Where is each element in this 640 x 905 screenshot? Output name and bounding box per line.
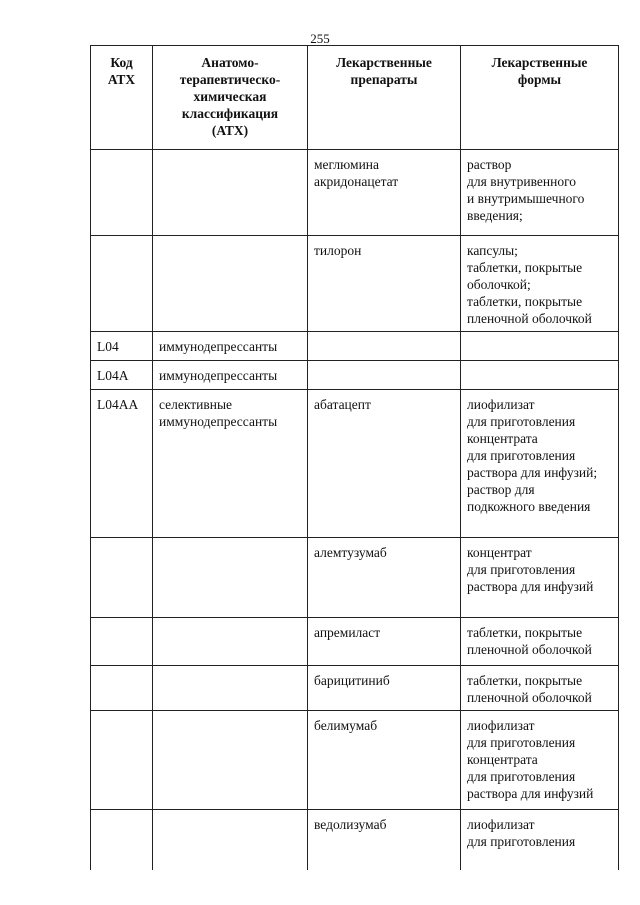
cell-forms: капсулы; таблетки, покрытые оболочкой; таблетки, покрытые пленочной оболочкой — [461, 236, 619, 332]
table-row — [91, 361, 619, 390]
table-row — [91, 666, 619, 711]
table-row — [91, 390, 619, 538]
atx-drug-table — [90, 45, 619, 870]
cell-code — [91, 666, 153, 711]
page-number: 255 — [310, 31, 330, 46]
cell-classification: иммунодепрессанты — [153, 332, 308, 361]
cell-drug: тилорон — [308, 236, 461, 332]
cell-classification: иммунодепрессанты — [153, 361, 308, 390]
header-classification: Анатомо- терапевтическо- химическая классификация (АТХ) — [153, 46, 308, 150]
cell-classification — [153, 810, 308, 870]
header-code: Код АТХ — [91, 46, 153, 150]
cell-drug: алемтузумаб — [308, 538, 461, 618]
cell-classification — [153, 666, 308, 711]
cell-forms — [461, 361, 619, 390]
cell-drug — [308, 361, 461, 390]
cell-drug: апремиласт — [308, 618, 461, 666]
header-drugs: Лекарственные препараты — [308, 46, 461, 150]
cell-classification — [153, 711, 308, 810]
cell-forms: таблетки, покрытые пленочной оболочкой — [461, 666, 619, 711]
cell-drug: меглюмина акридонацетат — [308, 150, 461, 236]
cell-classification — [153, 538, 308, 618]
cell-forms: лиофилизат для приготовления — [461, 810, 619, 870]
cell-code — [91, 618, 153, 666]
cell-drug: абатацепт — [308, 390, 461, 538]
table-row — [91, 236, 619, 332]
cell-forms: концентрат для приготовления раствора для инфузий — [461, 538, 619, 618]
header-forms: Лекарственные формы — [461, 46, 619, 150]
cell-code — [91, 538, 153, 618]
cell-forms: лиофилизат для приготовления концентрата для приготовления раствора для инфузий; раствор для подкожного введения — [461, 390, 619, 538]
cell-forms: раствор для внутривенного и внутримышечного введения; — [461, 150, 619, 236]
cell-code — [91, 236, 153, 332]
cell-forms: таблетки, покрытые пленочной оболочкой — [461, 618, 619, 666]
table-header-row — [91, 46, 619, 150]
cell-code: L04AA — [91, 390, 153, 538]
cell-code: L04 — [91, 332, 153, 361]
cell-code — [91, 150, 153, 236]
cell-drug: барицитиниб — [308, 666, 461, 711]
cell-classification: селективные иммунодепрессанты — [153, 390, 308, 538]
cell-code: L04A — [91, 361, 153, 390]
cell-code — [91, 810, 153, 870]
table-row — [91, 711, 619, 810]
cell-code — [91, 711, 153, 810]
table-row — [91, 332, 619, 361]
cell-classification — [153, 618, 308, 666]
table-row — [91, 810, 619, 870]
cell-classification — [153, 236, 308, 332]
cell-drug: белимумаб — [308, 711, 461, 810]
cell-forms: лиофилизат для приготовления концентрата для приготовления раствора для инфузий — [461, 711, 619, 810]
cell-drug — [308, 332, 461, 361]
cell-forms — [461, 332, 619, 361]
cell-drug: ведолизумаб — [308, 810, 461, 870]
table-row — [91, 538, 619, 618]
table-row — [91, 618, 619, 666]
cell-classification — [153, 150, 308, 236]
table-row — [91, 150, 619, 236]
